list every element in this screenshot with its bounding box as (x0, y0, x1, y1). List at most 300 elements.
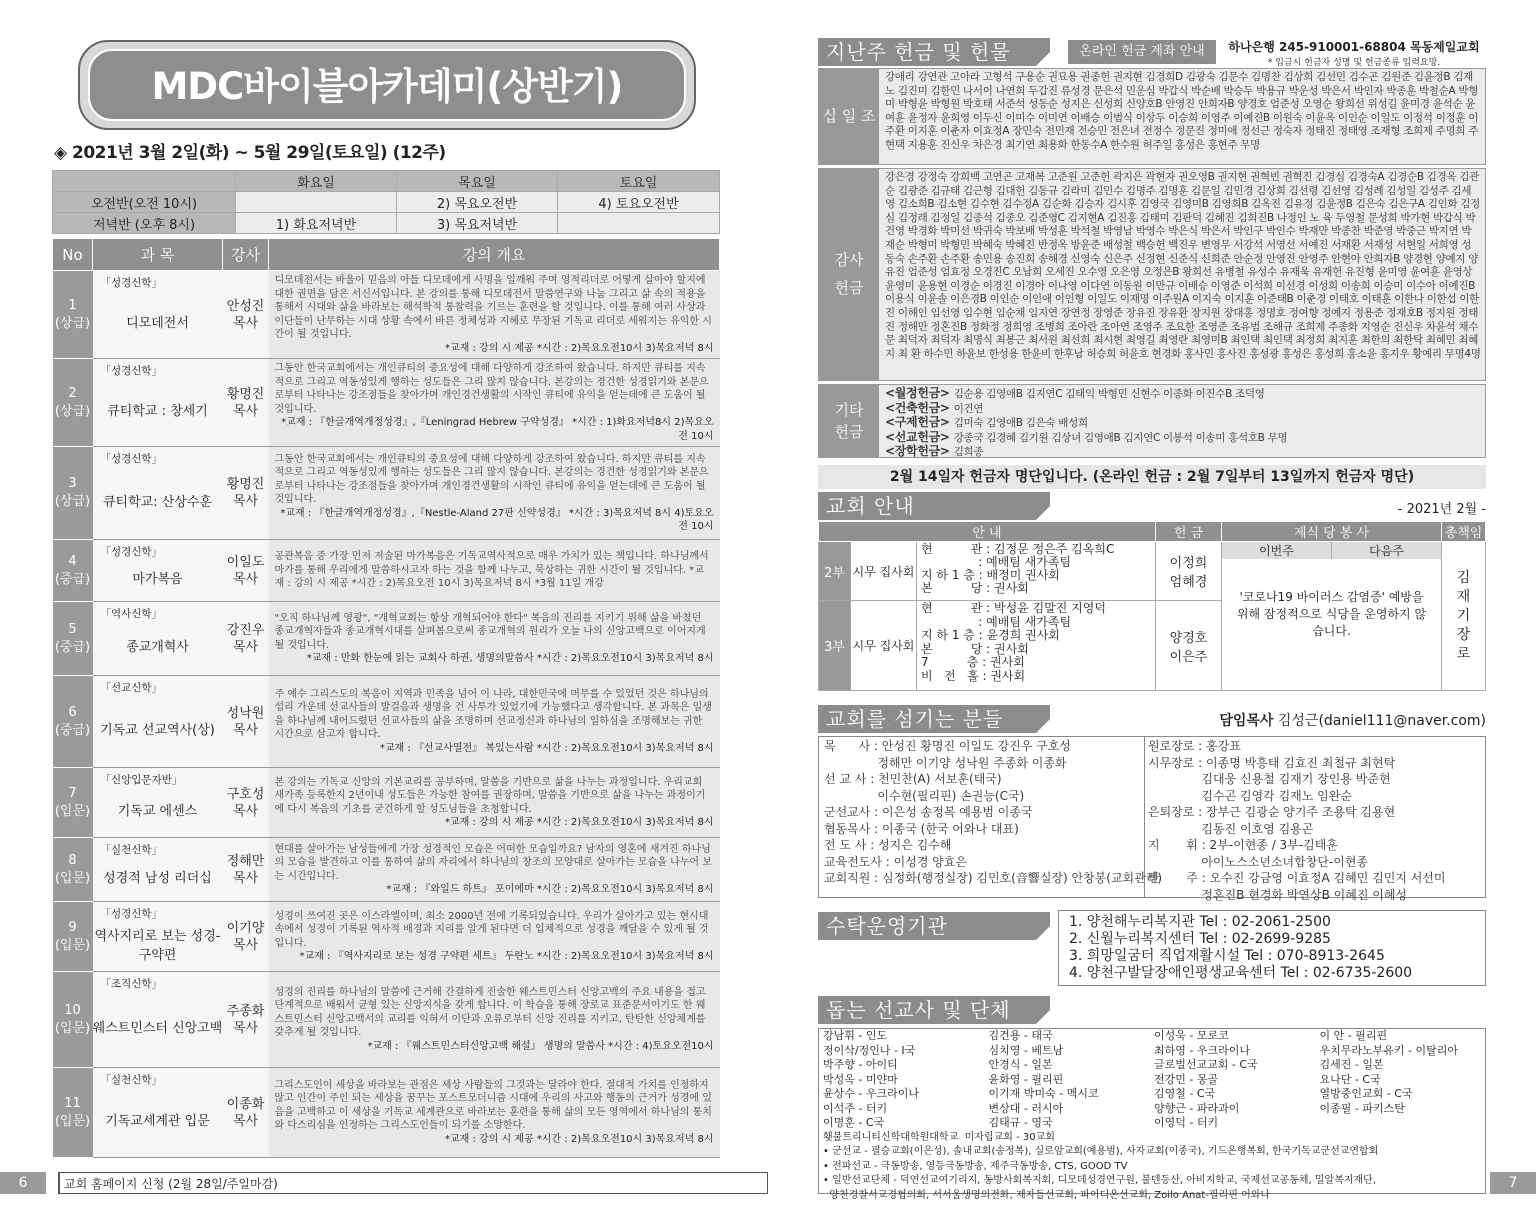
missionary-item: 김세진 - 일본 (1319, 1058, 1384, 1071)
schedule-head-cell: 토요일 (558, 171, 720, 192)
other-offering-type: <구제헌금> (885, 415, 950, 429)
course-category: 「선교신학」 (100, 682, 163, 694)
course-level: (입문) (54, 870, 91, 886)
course-category: 「실천신학」 (100, 844, 163, 856)
course-subject (93, 768, 223, 838)
course-title: 기독교 에센스 (117, 804, 198, 819)
course-description (269, 271, 720, 359)
schedule-table (52, 170, 720, 234)
missionary-item: 김건용 - 태국 (988, 1029, 1053, 1042)
lecturer-name: 성낙원 (226, 705, 265, 721)
staff-line: 전 도 사 : 성지은 김수해 (824, 838, 952, 852)
staff-line: 지 휘 : 2부-이현종 / 3부-김태훈 (1148, 838, 1338, 852)
course-number (53, 359, 93, 447)
course-title: 기독교세계관 입문 (105, 1114, 210, 1129)
course-overview: 현대를 살아가는 남성들에게 가장 성경적인 모습은 어떠한 모습일까요? 남자의 영혼에 새겨진 하나님의 모습을 발견하고 이를 통하여 삶의 자리에서 하나님의 창조의 모양대로 살아가는 모습을 나누어 보는 시간입니다. (274, 843, 712, 882)
course-level: (입문) (54, 803, 91, 819)
course-subject (93, 838, 223, 902)
missionary-item: 요나단 - C국 (1319, 1072, 1381, 1086)
course-overview: "오직 하나님께 영광", "개혁교회는 항상 개혁되어야 한다" 복음의 진리를 지키기 위해 삶을 바쳤던 종교개혁자들과 종교개혁시대를 살펴봄으로써 종교개혁의 원리가 오늘 나의 신앙고백으로 이어지게 될 것입니다. (274, 612, 706, 651)
course-lecturer (223, 972, 269, 1068)
mission-extra-line: • 전파선교 - 극동방송, 영등극동방송, 제주극동방송, CTS, GOOD TV (823, 1160, 1128, 1172)
staff-left-list (824, 738, 1163, 887)
duty-line: 현 관 : 박성윤 김말진 지영덕 (921, 601, 1106, 615)
course-material-time: *교재 : 강의 시 제공 *시간 : 2)목요오전10시 3)목요저녁 8시 (444, 1133, 714, 1145)
course-description (269, 602, 720, 676)
course-head-cell: 강사 (223, 239, 269, 271)
course-category: 「성경신학」 (100, 365, 163, 377)
guide-date: - 2021년 2월 - (1397, 502, 1486, 517)
lecturer-name: 이일도 (226, 554, 265, 570)
tithe-names: 강애리 강연관 고아라 고형석 구용순 권묘용 권종헌 권지현 김경희D 김광숙 김문수 김명찬 김상희 김선민 김수곤 김원준 김윤정B 김재노 김진미 김한민 나서이 나연희 두갑진 류성경 문은석 민운심 박갑식 박순배 박승두 박용규 박운성 박은서 박인자 박종훈 박철순A 박형미 박형윤 박형원 박호태 서준석 성동순 성지은 신성희 신양호B 안영진 안희자B 양경호 엄준성 오영순 왕희선 위성길 윤미경 윤석순 윤여훈 윤정자 윤희영 이두신 이미수 이미연 이배승 이범식 이상두 이승희 이영주 이예진B 이원숙 이윤옥 이인순 이일도 이정석 이정훈 이주환 이지훈 이춘자 이효정A 장민숙 전민재 전승민 전은녀 전정수 정문진 정미애 정선근 정숙자 정태진 정태영 조재형 조희제 주명희 주현택 지용훈 진신우 차은경 최기연 최용화 한동수A 한수원 허주일 홍성은 홍현주 무명 (885, 71, 1479, 151)
lecturer-title: 목사 (232, 803, 259, 819)
course-lecturer (223, 359, 269, 447)
other-offering-row (885, 387, 1481, 402)
agency-list (1058, 910, 1486, 986)
course-number (53, 972, 93, 1068)
guide-head-cell: 제식 당 봉 사 (1221, 522, 1441, 542)
online-label: 온라인 헌금 계좌 안내 (1068, 40, 1216, 64)
schedule-row (53, 213, 720, 234)
course-category: 「성경신학」 (100, 277, 163, 289)
staff-line: 이수현(필리핀) 손권능(C국) (824, 788, 1025, 803)
course-category: 「조직신학」 (100, 978, 163, 990)
kitchen-sub-head (1222, 542, 1441, 559)
schedule-cell: 2) 목요오전반 (397, 192, 558, 213)
course-description (269, 838, 720, 902)
service-2: 2부 (819, 542, 851, 601)
missionary-row (819, 1029, 1485, 1044)
staff-line: 목 사 : 안성진 황명진 이일도 강진우 구호성 (824, 739, 1071, 753)
staff-line: 교회직원 : 심정화(행정실장) 김민호(音響실장) 안창봉(교회관리) (824, 871, 1163, 885)
schedule-head-cell (53, 171, 236, 192)
course-level: (상급) (54, 403, 91, 419)
duty-line: 비 전 홀 : 권사회 (921, 668, 1026, 683)
missionary-box (818, 1028, 1486, 1201)
course-category: 「성경신학」 (100, 546, 163, 558)
staff-line: 은퇴장로 : 장부근 김광순 양기주 조용탁 김용현 (1148, 805, 1396, 819)
missionary-row (819, 1073, 1485, 1088)
course-row (53, 359, 720, 447)
lecturer-title: 목사 (232, 1020, 259, 1036)
guide-head-cell: 안 내 (819, 522, 1156, 542)
mission-extra-line: 양천경찰서교경협의회, 서서울생명의전화, 제자들선교회, 파이디온선교회, Zoilo Anat-필리핀 어와나 (823, 1189, 1271, 1201)
missionary-item: 최하영 - 우크라이나 (1154, 1043, 1250, 1057)
next-week: 다음주 (1332, 542, 1441, 559)
tithe-box (818, 68, 1486, 165)
course-description (269, 902, 720, 972)
other-box (818, 384, 1486, 458)
course-description (269, 1068, 720, 1158)
lecturer-name: 이기양 (226, 920, 265, 936)
missionary-item: 안경식 - 일본 (988, 1058, 1053, 1071)
course-overview: 공관복음 중 가장 먼저 저술된 마가복음은 기독교역사적으로 매우 가치가 있는 책입니다. 하나님께서 마가를 통해 우리에게 말씀하시고자 하는 것을 함께 나누고, 묵상하는 귀한 시간이 될 것입니다. *교재 : 강의 시 제공 *시간 : 2)목요오전 10시 3)목요저녁 8시 *3월 11일 개강 (274, 551, 709, 590)
course-overview: 주 예수 그리스도의 복음이 지역과 민족을 넘어 이 나라, 대한민국에 머무를 수 있었던 것은 하나님의 섭리 가운데 선교사들의 발걸음과 생명을 건 사투가 있었기에 가능했다고 생각합니다. 본 과목은 일생을 하나님께 내어드렸던 선교사들의 삶을 조명하며 선교정신과 하나님의 일하심을 조명해보는 귀한 시간으로 삼고자 합니다. (274, 688, 712, 741)
course-lecturer (223, 838, 269, 902)
missionary-item: 이 안 - 필리핀 (1319, 1029, 1388, 1042)
course-category: 「역사신학」 (100, 608, 163, 620)
course-number (53, 271, 93, 359)
course-material-time: *교재 : 『한글개역개정성경』,『Leningrad Hebrew 구약성경』 *시간 : 1)화요저녁8시 2)목요오전 10시 (281, 417, 714, 442)
missionary-item: 윤화영 - 필리핀 (988, 1072, 1064, 1086)
staff-line: 선 교 사 : 천민찬(A) 서보훈(태국) (824, 772, 1002, 786)
this-week: 이번주 (1222, 542, 1332, 559)
course-number (53, 447, 93, 540)
other-offering-names: 강종국 김경혜 김기원 김상녀 김영애B 김지연C 이봉석 이송미 홍석호B 무명 (953, 431, 1288, 444)
duty-line: 지 하 1 층 : 윤경희 권사회 (921, 628, 1060, 642)
missionary-item: 이영덕 - 터키 (1154, 1116, 1219, 1129)
missionary-item: 글로벌선교교회 - C국 (1154, 1058, 1258, 1071)
schedule-cell: 저녁반 (오후 8시) (53, 213, 236, 234)
staff-line: 정해만 이기양 성낙원 주종화 이종화 (824, 755, 1067, 770)
course-subject (93, 902, 223, 972)
course-number (53, 602, 93, 676)
course-level: (입문) (54, 1020, 91, 1036)
course-number (53, 676, 93, 768)
schedule-cell: 1) 화요저녁반 (236, 213, 397, 234)
thanks-label (819, 169, 879, 380)
course-title: 역사지리로 보는 성경-구약편 (94, 928, 221, 963)
lecturer-title: 목사 (232, 722, 259, 738)
staff-line: 김동진 이호영 김용곤 (1148, 821, 1314, 836)
course-subject (93, 271, 223, 359)
course-title: 성경적 남성 리더십 (103, 871, 212, 886)
account-info: 하나은행 245-910001-68804 목동제일교회 (1228, 40, 1480, 54)
lecturer-name: 황명진 (226, 477, 265, 492)
course-lecturer (223, 902, 269, 972)
course-description (269, 447, 720, 540)
course-lecturer (223, 768, 269, 838)
course-material-time: *교재 : 만화 한눈에 읽는 교회사 하권, 생명의말씀사 *시간 : 2)목요오전10시 3)목요저녁 8시 (306, 653, 714, 664)
lecturer-title: 목사 (232, 403, 259, 419)
course-lecturer (223, 447, 269, 540)
lecturer-name: 이종화 (226, 1096, 265, 1112)
course-head-cell: No (53, 239, 93, 271)
lecturer-title: 목사 (232, 571, 259, 587)
senior-pastor (1219, 710, 1486, 730)
agency-item: 4. 양천구발달장애인평생교육센터 Tel : 02-6735-2600 (1069, 965, 1413, 981)
kitchen-cell (1221, 542, 1441, 691)
offering-person: 양경호 (1169, 630, 1208, 646)
missionary-item: 강남휘 - 인도 (823, 1029, 888, 1042)
guide-head-row (819, 522, 1486, 542)
missionary-item: 변상대 - 러시아 (988, 1101, 1064, 1115)
course-row (53, 271, 720, 359)
course-level: (입문) (54, 937, 91, 953)
course-lecturer (223, 676, 269, 768)
duty-line: : 예배팀 새가족팀 (921, 614, 1072, 629)
course-material-time: *교재 : 『와일드 하트』 포이에마 *시간 : 2)목요오전10시 3)목요저녁 8시 (386, 884, 714, 895)
course-subject (93, 972, 223, 1068)
staff-line: 원로장로 : 홍강표 (1148, 739, 1241, 753)
course-title: 종교개혁사 (126, 640, 189, 655)
lecturer-title: 목사 (232, 494, 259, 509)
course-description (269, 676, 720, 768)
duty-line: 지 하 1 층 : 배정미 권사회 (921, 568, 1060, 582)
covid-notice: '코로나19 바이러스 감염증' 예방을 위해 잠정적으로 식당을 운영하지 않습니다. (1236, 590, 1427, 638)
course-lecturer (223, 602, 269, 676)
missionary-item: 전강민 - 몽골 (1154, 1072, 1219, 1086)
course-no: 4 (68, 553, 77, 569)
thanks-label-1: 감사 (834, 251, 864, 269)
course-row (53, 602, 720, 676)
missionary-item: 정이삭/정인나 - I국 (823, 1043, 916, 1057)
missionary-item: 이종필 - 파키스탄 (1319, 1101, 1405, 1115)
course-material-time: *교재 : 『한글개역개정성경』,『Nestle-Aland 27판 신약성경』 *시간 : 3)목요저녁 8시 4)토요오전 10시 (280, 507, 714, 532)
academy-dates: ◈ 2021년 3월 2일(화) ~ 5월 29일(토요일) (12주) (54, 143, 446, 163)
missionary-item: 김영철 - C국 (1154, 1087, 1216, 1100)
schedule-cell: 4) 토요오전반 (558, 192, 720, 213)
course-row (53, 838, 720, 902)
service-3-role: 시무 집사회 (851, 601, 917, 691)
duty-line: : 예배팀 새가족팀 (921, 555, 1072, 569)
missionary-item: 양향근 - 파라과이 (1154, 1101, 1240, 1115)
course-subject (93, 602, 223, 676)
section-offering: 지난주 헌금 및 헌물 (818, 38, 1050, 66)
lecturer-title: 목사 (232, 870, 259, 886)
mission-extra-line: • 일반선교단체 - 덕연선교여기리지, 동방사회복지회, 디모데성경연구원, 불덴등산, 아비지학교, 국제선교공동체, 밀알복지재단, (823, 1175, 1377, 1186)
course-overview: 성경의 진리를 하나님의 말씀에 근거해 간결하게 진술한 웨스트민스터 신앙고백의 주요 내용을 접고 단계적으로 배워서 균형 있는 신앙지식을 갖게 합니다. 이 학습을 통해 장로교 표준문서이기도 한 웨스트민스터 신앙고백서의 교리를 익혀서 이단과 오류로부터 신앙 진리를 지키고, 탄탄한 신앙체계를 갖추게 될 것입니다. (274, 986, 706, 1039)
course-title: 디모데전서 (126, 316, 189, 331)
mission-extra-line: 횃불트리니티신학대학원대학교 미자립교회 - 30교회 (823, 1131, 1055, 1143)
course-row (53, 972, 720, 1068)
church-guide-table (818, 521, 1486, 691)
course-material-time: *교재 : 『역사지리로 보는 성경 구약편 세트』 두란노 *시간 : 2)목요오전10시 3)목요저녁 8시 (299, 951, 714, 962)
schedule-row (53, 192, 720, 213)
course-category: 「실천신학」 (100, 1074, 163, 1086)
course-head-cell: 과 목 (93, 239, 223, 271)
duty-line: 7 층 : 권사회 (921, 655, 1025, 669)
footer-text: 교회 홈페이지 신청 (2월 28일/주일마감) (64, 1177, 278, 1191)
other-offering-type: <월정헌금> (885, 386, 950, 400)
course-category: 「성경신학」 (100, 908, 163, 920)
lecturer-title: 목사 (232, 937, 259, 953)
course-subject (93, 540, 223, 602)
course-row (53, 540, 720, 602)
title-box (78, 40, 696, 130)
staff-line: 정혼진B 현경화 박연상B 이혜진 이혜성 (1148, 887, 1408, 902)
missionary-row (819, 1058, 1485, 1073)
course-subject (93, 1068, 223, 1158)
lecturer-name: 정해만 (226, 853, 265, 869)
course-material-time: *교재 : 강의 시 제공 *시간 : 2)목요오전10시 3)목요저녁 8시 (444, 817, 714, 828)
lecturer-name: 안성진 (226, 298, 265, 314)
service-3-duties (917, 601, 1156, 691)
course-material-time: *교재 : 『웨스트민스터신앙고백 해설』 생명의 말씀사 *시간 : 4)토요오전10시 (367, 1040, 714, 1052)
course-head-cell: 강의 개요 (269, 239, 720, 271)
section-agencies: 수탁운영기관 (818, 912, 1050, 940)
course-material-time: *교재 : 강의 시 제공 *시간 : 2)목요오전10시 3)목요저녁 8시 (444, 342, 714, 354)
page-number: 7 (1490, 1172, 1536, 1194)
other-offering-names: 김순용 김영애B 김지연C 김태익 박형민 신현수 이종화 이진수B 조덕영 (953, 388, 1265, 400)
course-overview: 디모데전서는 바울이 믿음의 아들 디모데에게 사명을 일깨워 주며 영적리더로 어떻게 살아야 할지에 대한 권면을 담은 서신서입니다. 본 강의를 통해 디모데전서 말씀연구와 나눔 그리고 삶 속의 적용을 통해서 시대와 삶을 바라보는 해석학적 통찰력을 기르는 훈련을 할 것입니다. 이를 통해 여러 사상과 이단들이 난무하는 시대 상황 속에서 바른 정체성과 지혜로 무장된 기독교 리더로 세워지는 유익한 시간이 될 것입니다. (274, 275, 712, 340)
course-no: 10 (64, 1002, 81, 1018)
schedule-head-row (53, 171, 720, 192)
pastor-label: 담임목사 (1219, 713, 1274, 729)
course-table (52, 238, 720, 1158)
missionary-item: 심치영 - 베트남 (988, 1043, 1064, 1057)
schedule-head-cell: 목요일 (397, 171, 558, 192)
course-number (53, 540, 93, 602)
other-offering-list (885, 387, 1481, 460)
staff-line: 반 주 : 오수진 강금영 이효정A 김혜민 김민지 서선미 (1148, 871, 1446, 885)
staff-line: 협동목사 : 이종국 (한국 어와나 대표) (824, 821, 1019, 836)
course-title: 큐티학교: 산상수훈 (103, 494, 212, 510)
tithe-label: 십 일 조 (819, 69, 879, 164)
other-label-2: 헌금 (834, 423, 864, 441)
missionary-item: 김태규 - 영국 (988, 1116, 1053, 1129)
course-subject (93, 676, 223, 768)
staff-line: 김대웅 신용철 김재기 장인용 박준현 (1148, 772, 1391, 786)
staff-right-list (1148, 738, 1486, 903)
course-row (53, 676, 720, 768)
course-subject (93, 447, 223, 540)
course-row (53, 902, 720, 972)
section-guide: 교회 안내 (818, 492, 1050, 520)
missionary-item: 윤상수 - 우크라이나 (823, 1087, 919, 1100)
course-no: 3 (68, 476, 77, 491)
other-label (819, 385, 879, 457)
course-material-time: *교재 : 『선교사열전』 복있는사람 *시간 : 2)목요오전10시 3)목요저녁 8시 (379, 742, 714, 754)
lecturer-name: 황명진 (226, 386, 265, 402)
thanks-names: 강은경 강정숙 강희백 고연곤 고재복 고준원 고준헌 곽지은 곽현자 권오영B 권지현 권혁빈 권혁진 김경심 김경숙A 김경순B 김경옥 김관순 김광준 김규태 김근형 김대헌 김동규 김라미 김민수 김명주 김명훈 김문일 김민경 김상희 김선령 김선영 김성례 김성일 김성주 김세영 김소희B 김소현 김수현 김수정A 김순화 김승자 김시후 김영국 김영미B 김영희B 김옥진 김유정 김윤정B 김은숙 김은구A 김인화 김정심 김정래 김정일 김종석 김종오 김준영C 김지현A 김진홍 김태미 김판덕 김혜진 김희진B 나정인 노 육 두영철 문성희 박가현 박갑식 박건영 박경화 박미선 박귀숙 박보배 박성훈 박석철 박영남 박영수 박은식 박은서 박인구 박인수 박재만 박종찬 박준영 박중근 박지연 박재순 박형미 박형민 박혜숙 박혜진 반정옥 방윤준 배성철 백승헌 백진우 변영무 서강석 서영선 서예진 서재환 서재성 서현일 서희영 성동숙 손주환 손주환 송민용 송진희 송해경 신영숙 신은주 신정현 신준식 신희준 안순정 안영진 안영주 안현아 안희자B 양경현 양예지 양유진 엄준성 엄효정 오경진C 오남희 오세진 오수영 오은영 오정은B 왕희선 유병철 유성수 유재욱 유재헌 유진형 윤미영 윤여훈 윤영상 윤영미 윤용현 이경순 이경진 이경아 이나영 이다연 이동원 이만규 이배승 이영준 이석희 이선경 이성희 이송희 이승미 이수아 이예진B 이용식 이윤솔 이은경B 이인순 이인애 이인형 이일도 이재명 이주원A 이지숙 이지훈 이준태B 이춘경 이태호 이태훈 이한나 이한섭 이한진 이해인 임선영 임수현 임순채 임지연 장연정 장영준 장유진 장유환 장지원 장대홍 정명호 정여향 정예지 정용준 정재호B 정지원 정태진 정해만 정혼진B 정화정 정희영 조병희 조아란 조아연 조영주 조요한 조영준 조유범 조해규 조희제 주종화 지영순 진신우 차윤석 채수문 최덕자 최덕자 최명식 최봉근 최서원 최선희 최시현 최영길 최영란 최영미B 최인택 최인택 최정희 최지훈 최한의 최한탁 최혜민 최혜지 최 환 하수민 하윤보 한성용 한윤비 한후남 허승희 허윤호 현경화 홍사민 홍사진 홍성광 홍성은 홍성희 홍소윤 홍지우 황예리 무명4명 (885, 171, 1481, 360)
course-level: (중급) (54, 571, 91, 587)
course-level: (상급) (54, 494, 91, 509)
footer-bar (0, 1172, 768, 1194)
missionary-item: 우치무라노부유키 - 이탈리아 (1319, 1043, 1458, 1057)
missionary-item: 이기재 박미숙 - 멕시코 (988, 1087, 1099, 1100)
agency-item: 2. 신월누리복지센터 Tel : 02-2699-9285 (1069, 931, 1331, 947)
course-title: 큐티학교 : 창세기 (107, 404, 208, 419)
course-lecturer (223, 540, 269, 602)
course-level: (상급) (54, 315, 91, 331)
course-lecturer (223, 271, 269, 359)
schedule-head-cell: 화요일 (236, 171, 397, 192)
page-title: MDC바이블아카데미(상반기) (88, 49, 686, 121)
other-offering-names: 김희종 (953, 446, 984, 458)
account-note: * 입금시 헌금자 성명 및 헌금종류 입력요망. (1267, 58, 1441, 68)
duty-line: 현 관 : 김정문 정은주 김옥희C (921, 542, 1115, 556)
service-2-offering (1155, 542, 1221, 601)
course-level: (중급) (54, 722, 91, 738)
service-3: 3부 (819, 601, 851, 691)
course-description (269, 540, 720, 602)
duty-line: 본 당 : 권사회 (921, 581, 1029, 595)
guide-head-cell: 헌 금 (1155, 522, 1221, 542)
course-overview: 그리스도인이 세상을 바라보는 관점은 세상 사람들의 그것과는 달라야 한다. 절대적 가치를 인정하지 않고 인간이 주인 되는 세상을 꿈꾸는 포스트모더니즘 시대에 우리의 사고와 행동의 근거가 성경에 있음을 고백하고 이 세상을 기독교 세계관으로 바라보는 훈련을 통해 삶의 모든 영역에서 하나님의 통치와 다스리심을 인정하는 그리스도인들이 되기를 소망한다. (274, 1079, 712, 1132)
course-category: 「신앙입문자반」 (100, 774, 183, 786)
course-lecturer (223, 1068, 269, 1158)
missionary-row (819, 1102, 1485, 1117)
missionary-item: 열방중인교회 - C국 (1319, 1087, 1413, 1100)
thanks-label-2: 헌금 (834, 279, 864, 297)
missionary-item: 이명훈 - C국 (823, 1116, 885, 1129)
service-2-duties (917, 542, 1156, 601)
course-no: 5 (68, 621, 77, 637)
missionary-row (819, 1116, 1485, 1131)
other-offering-row (885, 445, 1481, 460)
lecturer-name: 강진우 (226, 622, 265, 638)
chief-cell: 김재기장로 (1442, 542, 1486, 691)
missionary-row (819, 1087, 1485, 1102)
course-no: 7 (68, 785, 77, 801)
course-row (53, 1068, 720, 1158)
missionary-item: 이성욱 - 모로코 (1154, 1029, 1229, 1042)
page-number: 6 (0, 1172, 46, 1194)
course-title: 마가복음 (132, 572, 183, 587)
staff-line: 군선교사 : 이은성 송정복 예용범 이종국 (824, 805, 1033, 819)
course-row (53, 447, 720, 540)
course-no: 2 (68, 385, 77, 401)
service-3-offering (1155, 601, 1221, 691)
course-subject (93, 359, 223, 447)
staff-line: 시무장로 : 이종명 박흥태 김효진 최철규 최현탁 (1148, 755, 1396, 770)
course-no: 8 (68, 852, 77, 868)
other-label-1: 기타 (834, 401, 864, 419)
schedule-cell (558, 213, 720, 234)
course-level: (입문) (54, 1113, 91, 1129)
other-offering-row (885, 431, 1481, 446)
course-number (53, 768, 93, 838)
mission-extra-line: • 군선교 - 필승교회(이은성), 솔내교회(송정복), 실로암교회(예용범), 사자교회(이종국), 기드온행복회, 한국기독교군선교연합회 (823, 1146, 1379, 1157)
other-offering-row (885, 416, 1481, 431)
other-offering-names: 이건연 (953, 402, 984, 415)
lecturer-name: 주종화 (226, 1003, 265, 1019)
course-overview: 그동안 한국교회에서는 개인큐티의 중요성에 대해 다양하게 강조하여 왔습니다. 하지만 큐티를 지속적으로 그리고 역동성있게 행하는 성도들은 그리 많지 않습니다. 본강의는 경건한 성경읽기와 본문으로부터 나타나는 강조점들을 찾아가며 개인경건생활의 시작인 큐티에 유익을 얻는데에 큰 도움이 될 것입니다. (274, 363, 709, 415)
missionary-item (1320, 1116, 1486, 1131)
course-number (53, 902, 93, 972)
schedule-cell: 오전반(오전 10시) (53, 192, 236, 213)
course-title: 기독교 선교역사(상) (100, 723, 215, 738)
staff-line: 아이노스소년소녀합창단-이현종 (1148, 854, 1369, 869)
schedule-cell: 3) 목요저녁반 (397, 213, 558, 234)
service-2-role: 시무 집사회 (851, 542, 917, 601)
course-description (269, 359, 720, 447)
offering-person: 엄혜경 (1169, 575, 1208, 590)
other-offering-row (885, 402, 1481, 417)
staff-line: 교육전도사 : 이성경 양효은 (824, 854, 967, 869)
course-no: 1 (68, 297, 77, 313)
course-number (53, 838, 93, 902)
other-offering-type: <선교헌금> (885, 429, 950, 444)
course-overview: 그동안 한국교회에서는 개인큐티의 중요성에 대해 다양하게 강조하여 왔습니다. 하지만 큐티를 지속적으로 그리고 역동성있게 행하는 성도들은 그리 많지 않습니다. 본강의는 경건한 성경읽기와 본문으로부터 나타나는 강조점들을 찾아가며 개인경건생활의 시작인 큐티에 유익을 얻는데에 큰 도움이 될 것입니다. (274, 453, 709, 505)
offering-person: 이은주 (1169, 649, 1208, 665)
course-category: 「성경신학」 (100, 453, 163, 465)
agency-item: 1. 양천해누리복지관 Tel : 02-2061-2500 (1069, 914, 1331, 930)
course-no: 11 (64, 1095, 81, 1111)
offering-person: 이정희 (1169, 556, 1208, 571)
other-offering-type: <건축헌금> (885, 400, 950, 415)
thanks-box (818, 168, 1486, 381)
section-missionaries: 돕는 선교사 및 단체 (818, 996, 1050, 1024)
missionary-row (819, 1044, 1485, 1059)
course-level: (중급) (54, 639, 91, 655)
duty-line: 본 당 : 권사회 (921, 641, 1029, 656)
course-title: 웨스트민스터 신앙고백 (92, 1021, 223, 1036)
section-servants: 교회를 섬기는 분들 (818, 705, 1050, 733)
lecturer-name: 구호성 (226, 786, 265, 802)
other-offering-names: 김미숙 김영애B 김은숙 배성희 (953, 417, 1088, 429)
guide-head-cell: 총책임 (1442, 522, 1486, 542)
lecturer-title: 목사 (232, 1113, 259, 1129)
lecturer-title: 목사 (232, 315, 259, 331)
missionary-item: 이석주 - 터키 (823, 1101, 888, 1115)
right-page (768, 0, 1536, 1220)
course-overview: 성경이 쓰여진 곳은 이스라엘이며, 최소 2000년 전에 기록되었습니다. 우리가 살아가고 있는 현시대 속에서 성경이 기록된 역사적 배경과 지리를 알게 된다면 더 입체적으로 성경을 깨달을 수 있게 될 것입니다. (274, 910, 709, 949)
lecturer-title: 목사 (232, 639, 259, 655)
course-number (53, 1068, 93, 1158)
schedule-cell (236, 192, 397, 213)
